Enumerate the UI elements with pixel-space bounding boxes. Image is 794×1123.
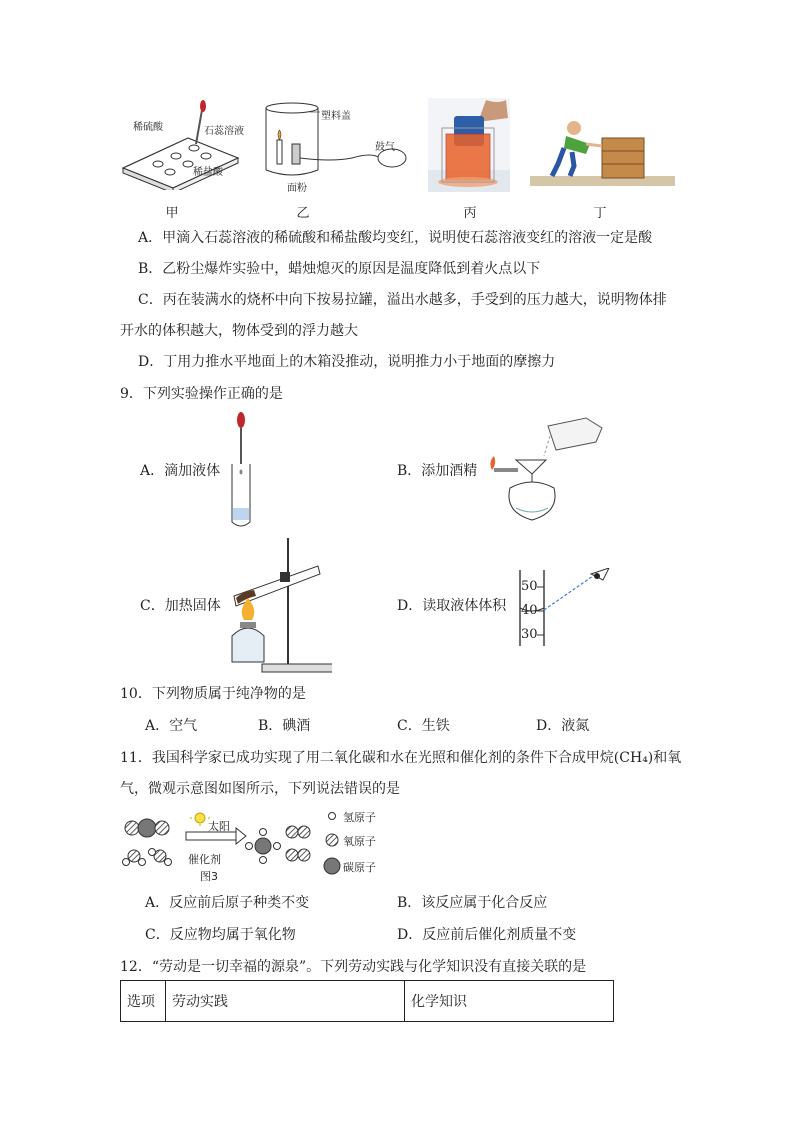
q8-option-c-line2: 开水的体积越大，物体受到的浮力越大 [120, 323, 358, 339]
caption-yi: 乙 [296, 206, 310, 221]
q9-option-b: B．添加酒精 [397, 463, 478, 479]
q10-option-d: D．液氮 [536, 718, 590, 734]
label-sun: 太阳 [208, 820, 230, 833]
label-fig3: 图3 [200, 870, 218, 883]
q9-option-d: D．读取液体体积 [397, 598, 507, 614]
q12-table [120, 980, 614, 1022]
q12-stem: 12．“劳动是一切幸福的源泉”。下列劳动实践与化学知识没有直接关联的是 [120, 959, 587, 975]
q8-option-c-line1: C．丙在装满水的烧杯中向下按易拉罐，溢出水越多，手受到的压力越大，说明物体排 [138, 292, 667, 308]
figure-pushing-box [530, 108, 675, 192]
legend-hydrogen: 氢原子 [343, 811, 376, 824]
q10-option-c: C．生铁 [397, 718, 450, 734]
caption-jia: 甲 [165, 206, 179, 221]
q8-option-b: B．乙粉尘爆炸实验中，蜡烛熄灭的原因是温度降低到着火点以下 [138, 261, 541, 277]
cylinder-tick-30: 30 [521, 627, 538, 642]
q8-option-a: A．甲滴入石蕊溶液的稀硫酸和稀盐酸均变红，说明使石蕊溶液变红的溶液一定是酸 [138, 230, 653, 246]
q10-stem: 10．下列物质属于纯净物的是 [120, 686, 306, 702]
label-blow-air: 鼓气 [375, 142, 395, 153]
label-flour: 面粉 [287, 183, 307, 194]
figure-adding-alcohol [486, 412, 606, 530]
q11-stem-line2: 气，微观示意图如图所示，下列说法错误的是 [120, 781, 400, 797]
q8-option-d: D．丁用力推水平地面上的木箱没推动，说明推力小于地面的摩擦力 [138, 354, 556, 370]
cylinder-tick-50: 50 [521, 579, 538, 594]
caption-ding: 丁 [593, 206, 607, 221]
label-catalyst: 催化剂 [188, 853, 221, 866]
label-dilute-hcl: 稀盐酸 [193, 167, 223, 178]
figure-heating-solid [222, 536, 332, 676]
figure-dropper [226, 412, 256, 530]
q9-stem: 9．下列实验操作正确的是 [120, 386, 283, 402]
table-header-row [121, 981, 614, 1022]
table-header-knowledge: 化学知识 [405, 981, 614, 1022]
label-dilute-sulfuric: 稀硫酸 [133, 122, 163, 133]
legend-carbon: 碳原子 [343, 861, 376, 874]
caption-bing: 丙 [463, 206, 477, 221]
table-header-option: 选项 [121, 981, 166, 1022]
label-litmus: 石蕊溶液 [204, 126, 244, 137]
table-header-practice: 劳动实践 [166, 981, 405, 1022]
q11-option-c: C．反应物均属于氧化物 [145, 927, 296, 943]
figure-can-in-beaker [428, 98, 510, 192]
q11-option-a: A．反应前后原子种类不变 [145, 895, 310, 911]
figure-spot-plate [118, 100, 258, 190]
q10-option-b: B．碘酒 [258, 718, 311, 734]
q11-stem-line1: 11．我国科学家已成功实现了用二氧化碳和水在光照和催化剂的条件下合成甲烷(CH₄)和氧 [120, 750, 682, 766]
cylinder-tick-40: 40 [521, 603, 538, 618]
q9-option-c: C．加热固体 [140, 598, 221, 614]
q9-option-a: A．滴加液体 [140, 463, 221, 479]
q11-option-d: D．反应前后催化剂质量不变 [397, 927, 577, 943]
label-plastic-lid: 塑料盖 [321, 111, 351, 122]
legend-oxygen: 氧原子 [343, 835, 376, 848]
q11-option-b: B．该反应属于化合反应 [397, 895, 548, 911]
q10-option-a: A．空气 [145, 718, 198, 734]
